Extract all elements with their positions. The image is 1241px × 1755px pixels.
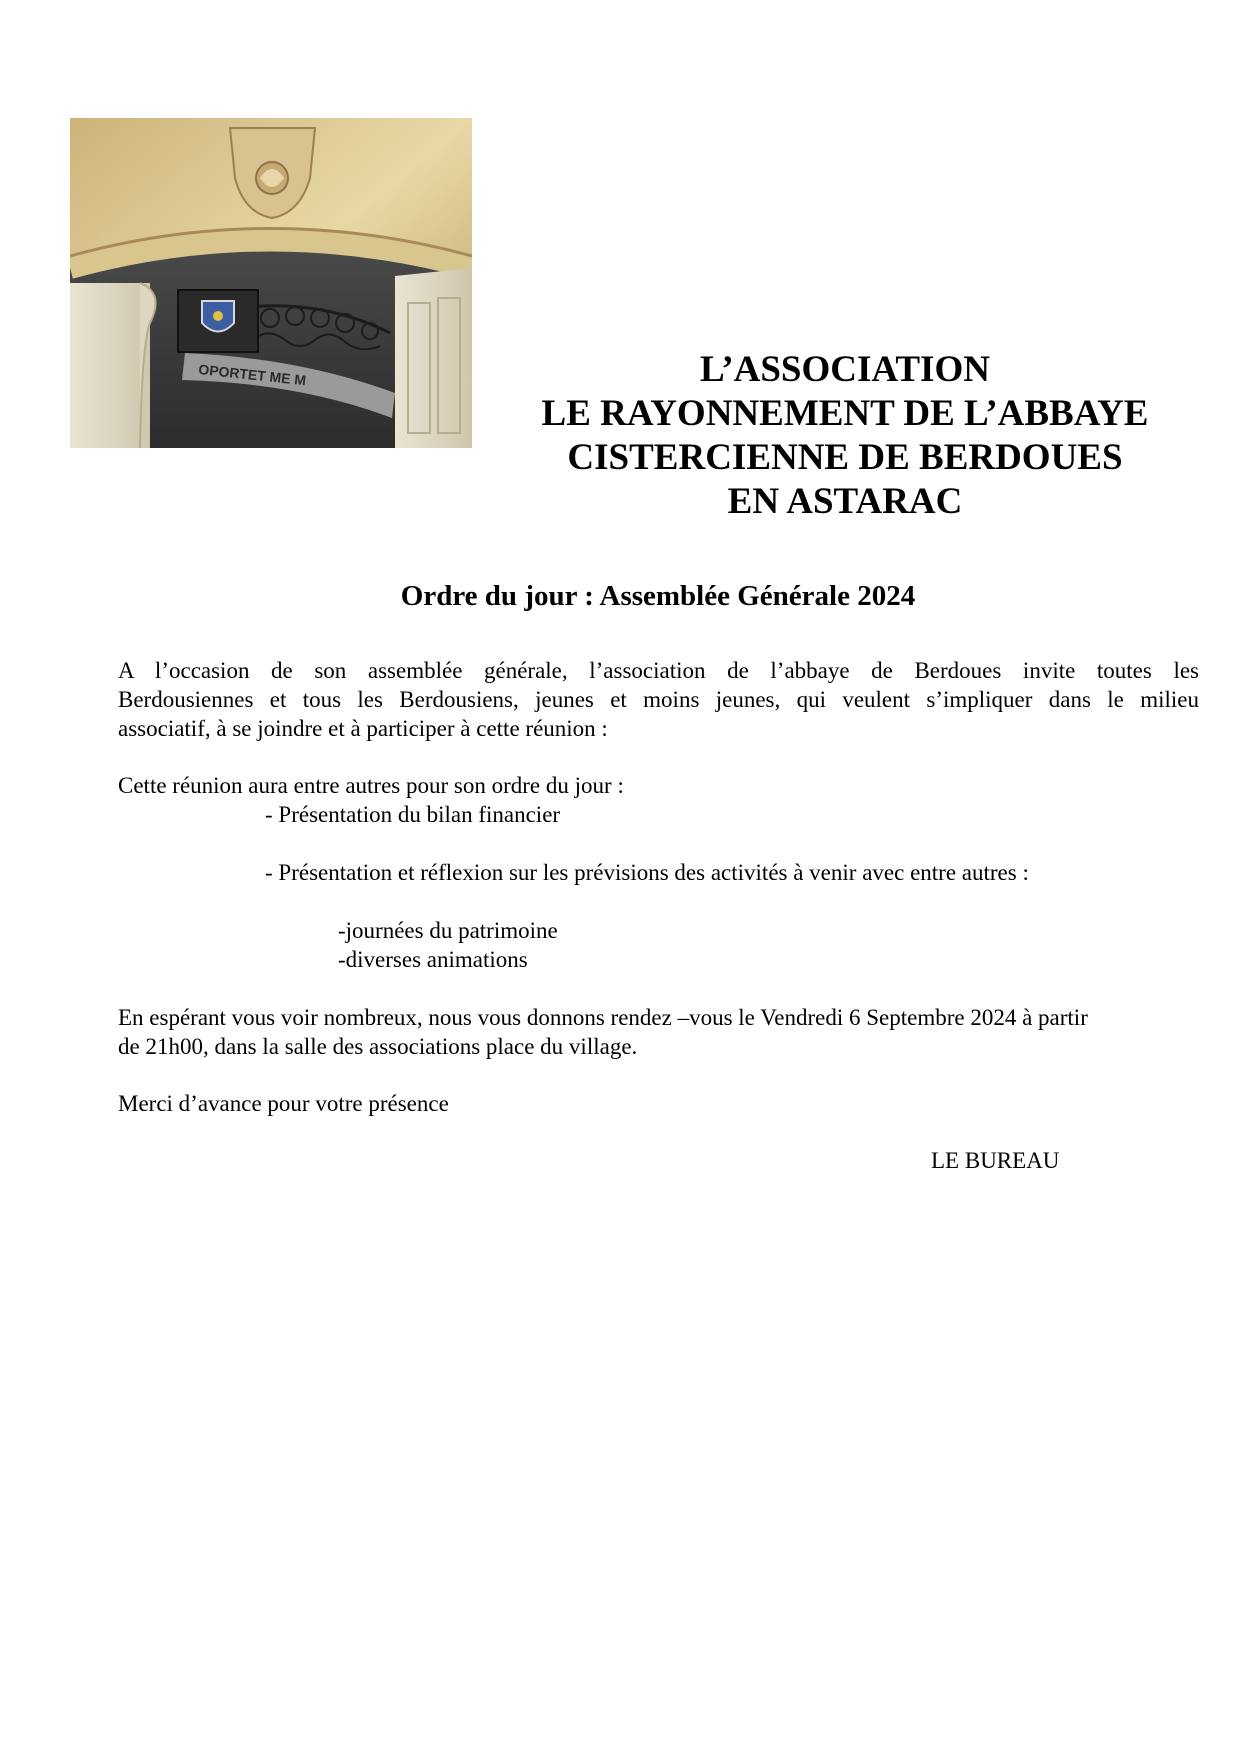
thanks-line: Merci d’avance pour votre présence bbox=[118, 1091, 449, 1116]
agenda-item: - Présentation et réflexion sur les prévisions des activités à venir avec entre autres : bbox=[265, 860, 1029, 885]
intro-paragraph bbox=[118, 656, 1199, 743]
signature: LE BUREAU bbox=[931, 1148, 1060, 1173]
agenda-title: Ordre du jour : Assemblée Générale 2024 bbox=[400, 580, 916, 612]
heading-line-4: EN ASTARAC bbox=[727, 481, 963, 522]
intro-line-2: Berdousiennes et tous les Berdousiens, jeunes et moins jeunes, qui veulent s’impliquer dans le milieu bbox=[118, 687, 1199, 712]
agenda-item: - Présentation du bilan financier bbox=[265, 802, 561, 827]
closing-paragraph bbox=[118, 1003, 1199, 1061]
closing-line-1: En espérant vous voir nombreux, nous vous donnons rendez –vous le Vendredi 6 Septembre 2024 à partir bbox=[118, 1005, 1088, 1030]
inscription-text: OPORTET ME M bbox=[197, 361, 307, 389]
heading-line-1: L’ASSOCIATION bbox=[700, 349, 990, 390]
abbey-doorway-photo bbox=[70, 118, 472, 448]
closing-line-2: de 21h00, dans la salle des associations place du village. bbox=[118, 1034, 638, 1059]
intro-line-1: A l’occasion de son assemblée générale, l’association de l’abbaye de Berdoues invite toutes les bbox=[118, 658, 1199, 683]
agenda-sub-item: -diverses animations bbox=[338, 947, 528, 972]
heading-line-2: LE RAYONNEMENT DE L’ABBAYE bbox=[541, 393, 1149, 434]
agenda-intro: Cette réunion aura entre autres pour son ordre du jour : bbox=[118, 773, 624, 798]
intro-line-3: associatif, à se joindre et à participer à cette réunion : bbox=[118, 716, 608, 741]
association-heading bbox=[520, 348, 1170, 524]
heading-line-3: CISTERCIENNE DE BERDOUES bbox=[567, 437, 1123, 478]
agenda-sub-item: -journées du patrimoine bbox=[338, 918, 558, 943]
